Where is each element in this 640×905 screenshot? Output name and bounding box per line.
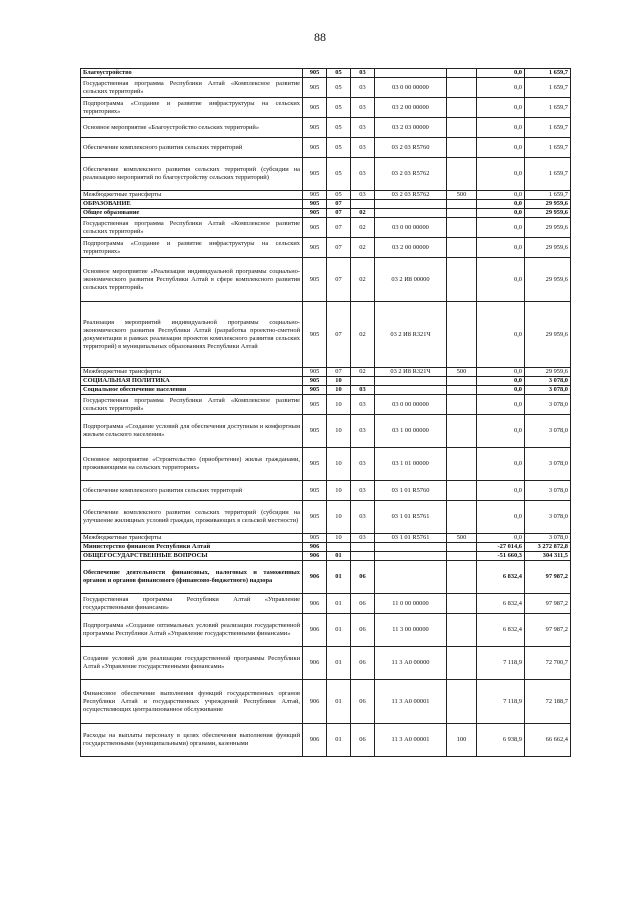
total-amount-cell: 3 078,0 bbox=[525, 534, 571, 543]
expense-type-cell bbox=[447, 98, 477, 118]
expense-type-cell: 500 bbox=[447, 368, 477, 377]
total-amount-cell: 3 078,0 bbox=[525, 415, 571, 448]
row-name-cell: Основное мероприятие «Благоустройство сельских территорий» bbox=[81, 118, 303, 138]
row-name-cell: Социальное обеспечение населения bbox=[81, 386, 303, 395]
expense-type-cell bbox=[447, 238, 477, 258]
total-amount-cell: 1 659,7 bbox=[525, 69, 571, 78]
row-name-cell: Государственная программа Республики Алтай «Комплексное развитие сельских территорий» bbox=[81, 218, 303, 238]
change-amount-cell: 7 118,9 bbox=[477, 680, 525, 724]
row-name-cell: Государственная программа Республики Алтай «Комплексное развитие сельских территорий» bbox=[81, 78, 303, 98]
section-code-cell: 07 bbox=[327, 302, 351, 368]
expense-type-cell: 500 bbox=[447, 191, 477, 200]
change-amount-cell: 0,0 bbox=[477, 481, 525, 501]
expense-type-cell bbox=[447, 481, 477, 501]
total-amount-cell: 72 700,7 bbox=[525, 647, 571, 680]
row-name-cell: СОЦИАЛЬНАЯ ПОЛИТИКА bbox=[81, 377, 303, 386]
table-row bbox=[81, 78, 571, 98]
section-code-cell: 10 bbox=[327, 415, 351, 448]
target-article-cell bbox=[375, 543, 447, 552]
section-code-cell: 10 bbox=[327, 377, 351, 386]
grbs-code-cell: 906 bbox=[303, 552, 327, 561]
target-article-cell: 03 0 00 00000 bbox=[375, 218, 447, 238]
subsection-code-cell: 03 bbox=[351, 501, 375, 534]
expense-type-cell bbox=[447, 552, 477, 561]
change-amount-cell: 6 832,4 bbox=[477, 594, 525, 614]
section-code-cell: 07 bbox=[327, 218, 351, 238]
change-amount-cell: 0,0 bbox=[477, 69, 525, 78]
section-code-cell: 10 bbox=[327, 448, 351, 481]
section-code-cell: 07 bbox=[327, 368, 351, 377]
grbs-code-cell: 905 bbox=[303, 98, 327, 118]
row-name-cell: Государственная программа Республики Алтай «Комплексное развитие сельских территорий» bbox=[81, 395, 303, 415]
change-amount-cell: 0,0 bbox=[477, 501, 525, 534]
expense-type-cell bbox=[447, 680, 477, 724]
section-code-cell: 01 bbox=[327, 724, 351, 757]
target-article-cell: 03 2 00 00000 bbox=[375, 238, 447, 258]
section-code-cell: 10 bbox=[327, 395, 351, 415]
table-row bbox=[81, 543, 571, 552]
subsection-code-cell: 03 bbox=[351, 481, 375, 501]
row-name-cell: Государственная программа Республики Алтай «Управление государственными финансами» bbox=[81, 594, 303, 614]
table-row bbox=[81, 238, 571, 258]
target-article-cell: 03 2 00 00000 bbox=[375, 98, 447, 118]
row-name-cell: Подпрограмма «Создание и развитие инфраструктуры на сельских территориях» bbox=[81, 98, 303, 118]
page-number: 88 bbox=[314, 30, 326, 44]
expense-type-cell bbox=[447, 415, 477, 448]
grbs-code-cell: 905 bbox=[303, 501, 327, 534]
expense-type-cell: 500 bbox=[447, 534, 477, 543]
change-amount-cell: 0,0 bbox=[477, 368, 525, 377]
change-amount-cell: 0,0 bbox=[477, 78, 525, 98]
section-code-cell: 07 bbox=[327, 200, 351, 209]
expense-type-cell bbox=[447, 209, 477, 218]
grbs-code-cell: 905 bbox=[303, 78, 327, 98]
grbs-code-cell: 905 bbox=[303, 368, 327, 377]
grbs-code-cell: 905 bbox=[303, 386, 327, 395]
target-article-cell: 11 0 00 00000 bbox=[375, 594, 447, 614]
grbs-code-cell: 905 bbox=[303, 118, 327, 138]
expense-type-cell bbox=[447, 200, 477, 209]
expense-type-cell bbox=[447, 118, 477, 138]
total-amount-cell: 97 987,2 bbox=[525, 561, 571, 594]
grbs-code-cell: 906 bbox=[303, 594, 327, 614]
change-amount-cell: 0,0 bbox=[477, 448, 525, 481]
subsection-code-cell: 03 bbox=[351, 158, 375, 191]
expense-type-cell bbox=[447, 302, 477, 368]
total-amount-cell: 66 662,4 bbox=[525, 724, 571, 757]
change-amount-cell: 0,0 bbox=[477, 386, 525, 395]
expense-type-cell bbox=[447, 448, 477, 481]
subsection-code-cell: 03 bbox=[351, 448, 375, 481]
row-name-cell: Подпрограмма «Создание и развитие инфраструктуры на сельских территориях» bbox=[81, 238, 303, 258]
table-row bbox=[81, 614, 571, 647]
target-article-cell: 03 2 И8 R321Ч bbox=[375, 302, 447, 368]
grbs-code-cell: 906 bbox=[303, 561, 327, 594]
grbs-code-cell: 905 bbox=[303, 191, 327, 200]
target-article-cell bbox=[375, 386, 447, 395]
table-row bbox=[81, 481, 571, 501]
table-row bbox=[81, 98, 571, 118]
table-row bbox=[81, 377, 571, 386]
total-amount-cell: 29 959,6 bbox=[525, 218, 571, 238]
row-name-cell: Обеспечение комплексного развития сельских территорий bbox=[81, 481, 303, 501]
target-article-cell: 03 1 00 00000 bbox=[375, 415, 447, 448]
table-row bbox=[81, 218, 571, 238]
grbs-code-cell: 905 bbox=[303, 534, 327, 543]
change-amount-cell: 0,0 bbox=[477, 302, 525, 368]
total-amount-cell: 3 078,0 bbox=[525, 395, 571, 415]
subsection-code-cell: 06 bbox=[351, 647, 375, 680]
target-article-cell: 11 3 А0 00001 bbox=[375, 724, 447, 757]
expense-type-cell bbox=[447, 69, 477, 78]
table-row bbox=[81, 501, 571, 534]
row-name-cell: Основное мероприятие «Реализация индивидуальной программы социально-экономического развития Республики Алтай в сфере комплексного развития сельских территорий» bbox=[81, 258, 303, 302]
expense-type-cell bbox=[447, 561, 477, 594]
change-amount-cell: 7 118,9 bbox=[477, 647, 525, 680]
total-amount-cell: 1 659,7 bbox=[525, 118, 571, 138]
budget-table-body bbox=[81, 69, 571, 757]
section-code-cell: 01 bbox=[327, 594, 351, 614]
section-code-cell: 05 bbox=[327, 78, 351, 98]
expense-type-cell: 100 bbox=[447, 724, 477, 757]
table-row bbox=[81, 448, 571, 481]
section-code-cell: 05 bbox=[327, 118, 351, 138]
total-amount-cell: 3 078,0 bbox=[525, 377, 571, 386]
subsection-code-cell: 02 bbox=[351, 302, 375, 368]
subsection-code-cell: 06 bbox=[351, 614, 375, 647]
row-name-cell: Реализация мероприятий индивидуальной программы социально-экономического развития Республики Алтай (разработка проектно-сметной документации в рамках реализации проектов комплексного развития сельских территорий) в муниципальных образованиях Республики Алтай bbox=[81, 302, 303, 368]
subsection-code-cell: 03 bbox=[351, 78, 375, 98]
expense-type-cell bbox=[447, 78, 477, 98]
target-article-cell: 03 0 00 00000 bbox=[375, 395, 447, 415]
total-amount-cell: 3 272 872,8 bbox=[525, 543, 571, 552]
change-amount-cell: 6 938,9 bbox=[477, 724, 525, 757]
subsection-code-cell: 02 bbox=[351, 218, 375, 238]
target-article-cell bbox=[375, 69, 447, 78]
change-amount-cell: 0,0 bbox=[477, 118, 525, 138]
table-row bbox=[81, 647, 571, 680]
subsection-code-cell: 03 bbox=[351, 386, 375, 395]
change-amount-cell: 0,0 bbox=[477, 138, 525, 158]
target-article-cell: 03 1 01 R5761 bbox=[375, 534, 447, 543]
section-code-cell: 05 bbox=[327, 138, 351, 158]
subsection-code-cell: 03 bbox=[351, 395, 375, 415]
total-amount-cell: 29 959,6 bbox=[525, 368, 571, 377]
budget-table bbox=[80, 68, 571, 757]
table-row bbox=[81, 724, 571, 757]
change-amount-cell: 0,0 bbox=[477, 218, 525, 238]
total-amount-cell: 29 959,6 bbox=[525, 238, 571, 258]
subsection-code-cell: 02 bbox=[351, 368, 375, 377]
target-article-cell bbox=[375, 561, 447, 594]
table-row bbox=[81, 258, 571, 302]
grbs-code-cell: 906 bbox=[303, 724, 327, 757]
subsection-code-cell: 06 bbox=[351, 594, 375, 614]
table-row bbox=[81, 552, 571, 561]
row-name-cell: Обеспечение комплексного развития сельских территорий (субсидии на реализацию мероприятий по благоустройству сельских территорий) bbox=[81, 158, 303, 191]
total-amount-cell: 1 659,7 bbox=[525, 78, 571, 98]
total-amount-cell: 3 078,0 bbox=[525, 448, 571, 481]
row-name-cell: Обеспечение деятельности финансовых, налоговых и таможенных органов и органов финансового (финансово-бюджетного) надзора bbox=[81, 561, 303, 594]
section-code-cell: 01 bbox=[327, 647, 351, 680]
target-article-cell: 03 2 03 00000 bbox=[375, 118, 447, 138]
expense-type-cell bbox=[447, 158, 477, 191]
total-amount-cell: 304 311,5 bbox=[525, 552, 571, 561]
subsection-code-cell bbox=[351, 552, 375, 561]
subsection-code-cell: 03 bbox=[351, 191, 375, 200]
change-amount-cell: 0,0 bbox=[477, 238, 525, 258]
total-amount-cell: 1 659,7 bbox=[525, 98, 571, 118]
grbs-code-cell: 905 bbox=[303, 258, 327, 302]
grbs-code-cell: 905 bbox=[303, 69, 327, 78]
row-name-cell: Основное мероприятие «Строительство (приобретение) жилья гражданами, проживающими на сельских территориях» bbox=[81, 448, 303, 481]
target-article-cell: 11 3 00 00000 bbox=[375, 614, 447, 647]
target-article-cell: 03 0 00 00000 bbox=[375, 78, 447, 98]
grbs-code-cell: 905 bbox=[303, 481, 327, 501]
change-amount-cell: -27 014,6 bbox=[477, 543, 525, 552]
target-article-cell: 03 1 01 00000 bbox=[375, 448, 447, 481]
grbs-code-cell: 905 bbox=[303, 158, 327, 191]
expense-type-cell bbox=[447, 395, 477, 415]
row-name-cell: Финансовое обеспечение выполнения функций государственных органов Республики Алтай и государственных учреждений Республики Алтай, осуществляющих централизованное обслуживание bbox=[81, 680, 303, 724]
table-row bbox=[81, 118, 571, 138]
subsection-code-cell: 03 bbox=[351, 534, 375, 543]
table-row bbox=[81, 191, 571, 200]
subsection-code-cell: 03 bbox=[351, 98, 375, 118]
subsection-code-cell: 06 bbox=[351, 724, 375, 757]
row-name-cell: Общее образование bbox=[81, 209, 303, 218]
grbs-code-cell: 905 bbox=[303, 395, 327, 415]
subsection-code-cell: 03 bbox=[351, 138, 375, 158]
section-code-cell: 01 bbox=[327, 614, 351, 647]
total-amount-cell: 1 659,7 bbox=[525, 191, 571, 200]
row-name-cell: Министерство финансов Республики Алтай bbox=[81, 543, 303, 552]
grbs-code-cell: 906 bbox=[303, 680, 327, 724]
change-amount-cell: 6 832,4 bbox=[477, 561, 525, 594]
subsection-code-cell: 03 bbox=[351, 118, 375, 138]
total-amount-cell: 97 987,2 bbox=[525, 594, 571, 614]
target-article-cell: 03 2 И8 00000 bbox=[375, 258, 447, 302]
table-row bbox=[81, 158, 571, 191]
subsection-code-cell: 02 bbox=[351, 209, 375, 218]
expense-type-cell bbox=[447, 501, 477, 534]
total-amount-cell: 1 659,7 bbox=[525, 138, 571, 158]
target-article-cell: 11 3 А0 00001 bbox=[375, 680, 447, 724]
section-code-cell: 07 bbox=[327, 209, 351, 218]
section-code-cell: 10 bbox=[327, 501, 351, 534]
section-code-cell bbox=[327, 543, 351, 552]
subsection-code-cell bbox=[351, 200, 375, 209]
change-amount-cell: 0,0 bbox=[477, 158, 525, 191]
expense-type-cell bbox=[447, 258, 477, 302]
grbs-code-cell: 906 bbox=[303, 543, 327, 552]
total-amount-cell: 29 959,6 bbox=[525, 302, 571, 368]
grbs-code-cell: 905 bbox=[303, 302, 327, 368]
grbs-code-cell: 905 bbox=[303, 209, 327, 218]
subsection-code-cell bbox=[351, 377, 375, 386]
grbs-code-cell: 905 bbox=[303, 138, 327, 158]
target-article-cell: 11 3 А0 00000 bbox=[375, 647, 447, 680]
section-code-cell: 10 bbox=[327, 534, 351, 543]
total-amount-cell: 3 078,0 bbox=[525, 386, 571, 395]
change-amount-cell: 0,0 bbox=[477, 415, 525, 448]
row-name-cell: Подпрограмма «Создание условий для обеспечения доступным и комфортным жильем сельского населения» bbox=[81, 415, 303, 448]
row-name-cell: Межбюджетные трансферты bbox=[81, 368, 303, 377]
total-amount-cell: 1 659,7 bbox=[525, 158, 571, 191]
target-article-cell bbox=[375, 209, 447, 218]
subsection-code-cell: 06 bbox=[351, 680, 375, 724]
grbs-code-cell: 906 bbox=[303, 614, 327, 647]
change-amount-cell: 0,0 bbox=[477, 98, 525, 118]
subsection-code-cell: 02 bbox=[351, 258, 375, 302]
subsection-code-cell: 06 bbox=[351, 561, 375, 594]
table-row bbox=[81, 534, 571, 543]
section-code-cell: 05 bbox=[327, 69, 351, 78]
total-amount-cell: 72 188,7 bbox=[525, 680, 571, 724]
subsection-code-cell: 02 bbox=[351, 238, 375, 258]
table-row bbox=[81, 594, 571, 614]
expense-type-cell bbox=[447, 614, 477, 647]
section-code-cell: 01 bbox=[327, 680, 351, 724]
change-amount-cell: 0,0 bbox=[477, 377, 525, 386]
table-row bbox=[81, 368, 571, 377]
target-article-cell bbox=[375, 200, 447, 209]
row-name-cell: Обеспечение комплексного развития сельских территорий (субсидии на улучшение жилищных условий граждан, проживающих в сельской местности) bbox=[81, 501, 303, 534]
change-amount-cell: 0,0 bbox=[477, 191, 525, 200]
row-name-cell: ОБЩЕГОСУДАРСТВЕННЫЕ ВОПРОСЫ bbox=[81, 552, 303, 561]
row-name-cell: Благоустройство bbox=[81, 69, 303, 78]
section-code-cell: 10 bbox=[327, 481, 351, 501]
section-code-cell: 07 bbox=[327, 238, 351, 258]
section-code-cell: 05 bbox=[327, 158, 351, 191]
row-name-cell: ОБРАЗОВАНИЕ bbox=[81, 200, 303, 209]
total-amount-cell: 29 959,6 bbox=[525, 258, 571, 302]
total-amount-cell: 3 078,0 bbox=[525, 501, 571, 534]
row-name-cell: Межбюджетные трансферты bbox=[81, 534, 303, 543]
grbs-code-cell: 906 bbox=[303, 647, 327, 680]
grbs-code-cell: 905 bbox=[303, 238, 327, 258]
expense-type-cell bbox=[447, 647, 477, 680]
target-article-cell: 03 1 01 R5760 bbox=[375, 481, 447, 501]
table-row bbox=[81, 680, 571, 724]
section-code-cell: 10 bbox=[327, 386, 351, 395]
target-article-cell: 03 2 03 R5762 bbox=[375, 191, 447, 200]
expense-type-cell bbox=[447, 594, 477, 614]
row-name-cell: Расходы на выплаты персоналу в целях обеспечения выполнения функций государственными (муниципальными) органами, казенными bbox=[81, 724, 303, 757]
expense-type-cell bbox=[447, 218, 477, 238]
total-amount-cell: 97 987,2 bbox=[525, 614, 571, 647]
table-row bbox=[81, 209, 571, 218]
target-article-cell bbox=[375, 377, 447, 386]
row-name-cell: Подпрограмма «Создание оптимальных условий реализации государственной программы Республики Алтай «Управление государственными финансами» bbox=[81, 614, 303, 647]
target-article-cell: 03 1 01 R5761 bbox=[375, 501, 447, 534]
subsection-code-cell: 03 bbox=[351, 69, 375, 78]
target-article-cell bbox=[375, 552, 447, 561]
row-name-cell: Создание условий для реализации государственной программы Республики Алтай «Управление государственными финансами» bbox=[81, 647, 303, 680]
table-row bbox=[81, 415, 571, 448]
table-row bbox=[81, 561, 571, 594]
change-amount-cell: 0,0 bbox=[477, 534, 525, 543]
expense-type-cell bbox=[447, 138, 477, 158]
table-row bbox=[81, 395, 571, 415]
total-amount-cell: 29 959,6 bbox=[525, 209, 571, 218]
row-name-cell: Обеспечение комплексного развития сельских территорий bbox=[81, 138, 303, 158]
total-amount-cell: 3 078,0 bbox=[525, 481, 571, 501]
change-amount-cell: -51 660,3 bbox=[477, 552, 525, 561]
row-name-cell: Межбюджетные трансферты bbox=[81, 191, 303, 200]
section-code-cell: 07 bbox=[327, 258, 351, 302]
subsection-code-cell bbox=[351, 543, 375, 552]
target-article-cell: 03 2 03 R5762 bbox=[375, 158, 447, 191]
subsection-code-cell: 03 bbox=[351, 415, 375, 448]
change-amount-cell: 6 832,4 bbox=[477, 614, 525, 647]
expense-type-cell bbox=[447, 377, 477, 386]
change-amount-cell: 0,0 bbox=[477, 258, 525, 302]
table-row bbox=[81, 138, 571, 158]
table-row bbox=[81, 69, 571, 78]
target-article-cell: 03 2 И8 R321Ч bbox=[375, 368, 447, 377]
table-row bbox=[81, 200, 571, 209]
target-article-cell: 03 2 03 R5760 bbox=[375, 138, 447, 158]
change-amount-cell: 0,0 bbox=[477, 209, 525, 218]
table-row bbox=[81, 386, 571, 395]
section-code-cell: 05 bbox=[327, 191, 351, 200]
table-row bbox=[81, 302, 571, 368]
change-amount-cell: 0,0 bbox=[477, 200, 525, 209]
expense-type-cell bbox=[447, 543, 477, 552]
expense-type-cell bbox=[447, 386, 477, 395]
grbs-code-cell: 905 bbox=[303, 448, 327, 481]
grbs-code-cell: 905 bbox=[303, 218, 327, 238]
grbs-code-cell: 905 bbox=[303, 377, 327, 386]
change-amount-cell: 0,0 bbox=[477, 395, 525, 415]
total-amount-cell: 29 959,6 bbox=[525, 200, 571, 209]
grbs-code-cell: 905 bbox=[303, 200, 327, 209]
section-code-cell: 05 bbox=[327, 98, 351, 118]
grbs-code-cell: 905 bbox=[303, 415, 327, 448]
section-code-cell: 01 bbox=[327, 552, 351, 561]
section-code-cell: 01 bbox=[327, 561, 351, 594]
